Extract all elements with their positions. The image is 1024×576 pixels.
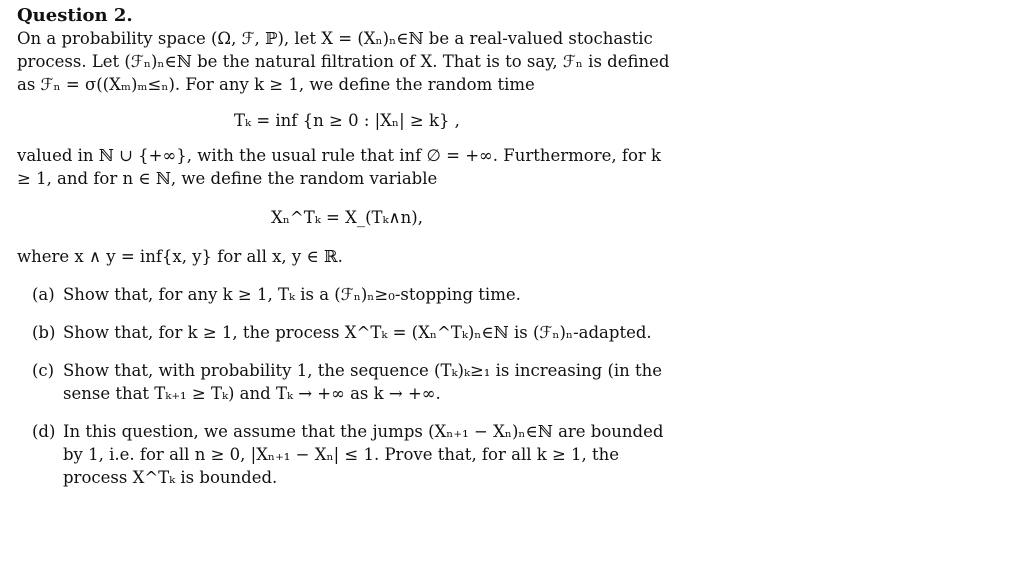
middle-paragraph: valued in ℕ ∪ {+∞}, with the usual rule that inf ∅ = +∞. Furthermore, for k ≥ 1, and for n ∈ ℕ, we define the random variable <box>17 146 662 188</box>
part-marker: (c) <box>32 361 55 380</box>
part-marker: (d) <box>32 422 56 441</box>
question-parts-list <box>17 283 677 489</box>
part-text: In this question, we assume that the jumps (Xₙ₊₁ − Xₙ)ₙ∈ℕ are bounded by 1, i.e. for all n ≥ 0, |Xₙ₊₁ − Xₙ| ≤ 1. Prove that, for all k ≥ 1, the process X^Tₖ is bounded. <box>63 422 664 487</box>
part-text: Show that, for any k ≥ 1, Tₖ is a (ℱₙ)ₙ≥₀-stopping time. <box>63 285 521 304</box>
part-marker: (b) <box>32 323 56 342</box>
question-heading: Question 2. <box>17 5 133 26</box>
question-part-a <box>17 283 677 306</box>
part-marker: (a) <box>32 285 55 304</box>
question-part-b <box>17 321 677 344</box>
intro-paragraph: On a probability space (Ω, ℱ, ℙ), let X = (Xₙ)ₙ∈ℕ be a real-valued stochastic process. Let (ℱₙ)ₙ∈ℕ be the natural filtration of X. That is to say, ℱₙ is defined as ℱₙ = σ((Xₘ)ₘ≤ₙ). For any k ≥ 1, we define the random time <box>17 29 670 94</box>
where-sentence: where x ∧ y = inf{x, y} for all x, y ∈ ℝ. <box>17 247 343 266</box>
question-part-c <box>17 359 677 405</box>
display-equation-stopping-time: Tₖ = inf {n ≥ 0 : |Xₙ| ≥ k} , <box>234 111 460 130</box>
display-equation-stopped-process: Xₙ^Tₖ = X_(Tₖ∧n), <box>271 208 423 227</box>
part-text: Show that, for k ≥ 1, the process X^Tₖ = (Xₙ^Tₖ)ₙ∈ℕ is (ℱₙ)ₙ-adapted. <box>63 323 652 342</box>
question-part-d <box>17 420 677 489</box>
part-text: Show that, with probability 1, the sequence (Tₖ)ₖ≥₁ is increasing (in the sense that Tₖ₊₁ ≥ Tₖ) and Tₖ → +∞ as k → +∞. <box>63 361 663 403</box>
question-document <box>17 4 677 489</box>
